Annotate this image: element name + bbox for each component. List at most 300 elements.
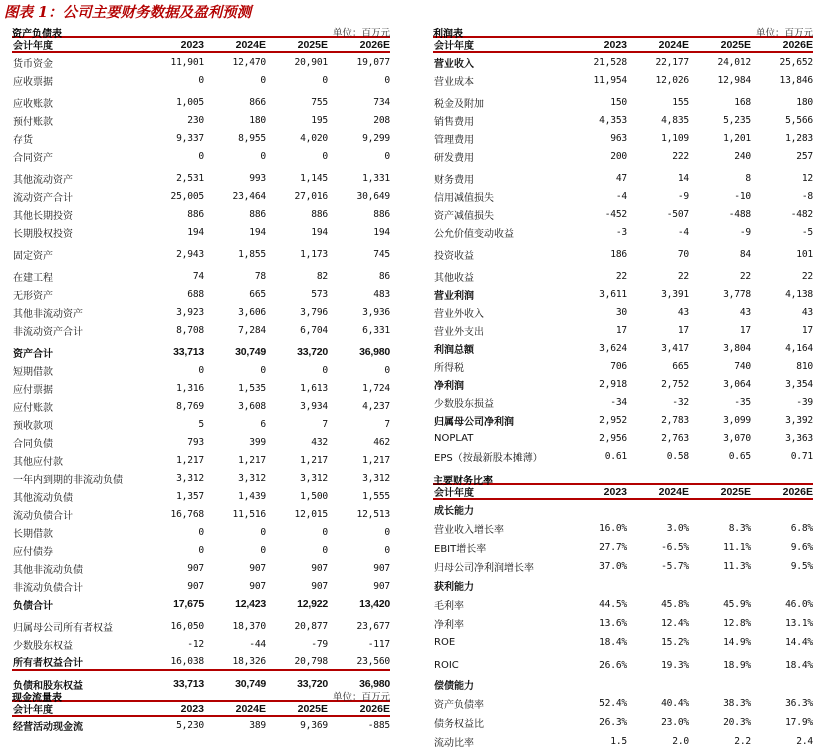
- balance-sheet-cell: 36,980: [359, 678, 390, 690]
- income-statement-cell: 22,177: [655, 56, 689, 68]
- balance-sheet-cell: 33,713: [173, 678, 204, 690]
- income-statement-header: [433, 24, 813, 38]
- balance-sheet-row: [12, 343, 390, 361]
- balance-sheet-row: [12, 487, 390, 505]
- cash-flow-cell: -885: [367, 720, 390, 731]
- income-statement-cell: 2,918: [599, 378, 627, 390]
- balance-sheet-cell: 1,005: [176, 96, 204, 108]
- balance-sheet-row: [12, 285, 390, 303]
- ratios-cell: 45.8%: [661, 599, 689, 610]
- balance-sheet-row-label: 应付债券: [13, 546, 53, 558]
- balance-sheet-row-label: 负债合计: [13, 600, 53, 612]
- balance-sheet-cell: 0: [322, 150, 328, 162]
- ratios-cell: 26.6%: [599, 660, 627, 671]
- balance-sheet-cell: 1,535: [238, 382, 266, 394]
- income-statement-cell: 30: [615, 306, 627, 318]
- balance-sheet-cell: 30,749: [235, 678, 266, 690]
- ratios-header-label: 会计年度: [434, 488, 474, 499]
- balance-sheet-cell: 33,720: [297, 678, 328, 690]
- balance-sheet-row-label: 预付账款: [13, 116, 53, 128]
- balance-sheet-cell: 0: [260, 150, 266, 162]
- balance-sheet-column-header: [12, 38, 390, 53]
- income-statement-cell: 257: [796, 150, 813, 162]
- ratios-row-label: 毛利率: [434, 601, 464, 612]
- balance-sheet-row-label: 资产合计: [13, 348, 53, 360]
- balance-sheet-row-label: 存货: [13, 134, 33, 146]
- balance-sheet-row-label: 其他应付款: [13, 456, 63, 468]
- balance-sheet-cell: 0: [260, 74, 266, 86]
- ratios-column-header: [433, 485, 813, 500]
- balance-sheet-cell: 78: [254, 270, 266, 282]
- balance-sheet-cell: 1,555: [362, 490, 390, 502]
- ratios-row: [433, 656, 813, 675]
- balance-sheet-cell: 907: [373, 562, 390, 574]
- income-statement-cell: 0.71: [790, 450, 813, 462]
- balance-sheet-cell: 1,500: [300, 490, 328, 502]
- balance-sheet-row-label: 长期股权投资: [13, 228, 73, 240]
- balance-sheet-cell: 16,768: [170, 508, 204, 520]
- income-statement-cell: 3,778: [723, 288, 751, 300]
- balance-sheet-cell: 12,513: [356, 508, 390, 520]
- balance-sheet-cell: 194: [187, 226, 204, 238]
- ratios-cell: 18.4%: [785, 660, 813, 671]
- balance-sheet-cell: 194: [373, 226, 390, 238]
- income-statement-cell: 4,835: [661, 114, 689, 126]
- income-statement-cell: 740: [734, 360, 751, 372]
- balance-sheet-cell: 886: [311, 208, 328, 220]
- ratios-cell: 26.3%: [599, 717, 627, 728]
- balance-sheet-row: [12, 111, 390, 129]
- balance-sheet-cell: 9,299: [362, 132, 390, 144]
- balance-sheet-row: [12, 267, 390, 285]
- ratios-cell: 13.6%: [599, 618, 627, 629]
- ratios-row-label: EBIT增长率: [434, 544, 487, 555]
- ratios-row: [433, 633, 813, 652]
- balance-sheet-cell: 11,516: [232, 508, 266, 520]
- balance-sheet-cell: 8,955: [238, 132, 266, 144]
- income-statement-cell: 3,611: [599, 288, 627, 300]
- ratios-cell: 44.5%: [599, 599, 627, 610]
- income-statement-title: 利润表: [433, 29, 463, 40]
- ratios-panel: [433, 471, 813, 751]
- income-statement-year-2026E: 2026E: [782, 38, 813, 51]
- income-statement-cell: 963: [610, 132, 627, 144]
- balance-sheet-cell: 886: [373, 208, 390, 220]
- income-statement-row: [433, 429, 813, 447]
- balance-sheet-cell: -117: [367, 638, 390, 650]
- balance-sheet-cell: 74: [192, 270, 204, 282]
- income-statement-cell: -9: [739, 226, 751, 238]
- income-statement-row-label: 其他收益: [434, 272, 474, 284]
- income-statement-row: [433, 93, 813, 111]
- ratios-row: [433, 519, 813, 538]
- cash-flow-year-2026E: 2026E: [359, 702, 390, 715]
- balance-sheet-cell: 0: [384, 74, 390, 86]
- balance-sheet-row-label: 负债和股东权益: [13, 680, 83, 692]
- ratios-cell: 9.6%: [790, 542, 813, 553]
- cash-flow-year-2024E: 2024E: [235, 702, 266, 715]
- ratios-cell: 9.5%: [790, 561, 813, 572]
- balance-sheet-row: [12, 433, 390, 451]
- cash-flow-cell: 389: [249, 720, 266, 731]
- income-statement-cell: 22: [739, 270, 751, 282]
- income-statement-cell: 4,164: [785, 342, 813, 354]
- income-statement-cell: -34: [610, 396, 627, 408]
- balance-sheet-row-label: 长期借款: [13, 528, 53, 540]
- cash-flow-row-label: 经营活动现金流: [13, 722, 83, 733]
- cash-flow-cell: 5,230: [176, 720, 204, 731]
- income-statement-cell: -452: [604, 208, 627, 220]
- ratios-row-label: 获利能力: [434, 582, 474, 593]
- income-statement-cell: -10: [734, 190, 751, 202]
- income-statement-row: [433, 321, 813, 339]
- ratios-cell: 46.0%: [785, 599, 813, 610]
- balance-sheet-cell: 993: [249, 172, 266, 184]
- balance-sheet-header-label: 会计年度: [13, 41, 53, 52]
- ratios-cell: 14.9%: [723, 637, 751, 648]
- balance-sheet-row: [12, 93, 390, 111]
- income-statement-row: [433, 187, 813, 205]
- ratios-row-label: ROIC: [434, 660, 459, 671]
- income-statement-cell: 17: [801, 324, 813, 336]
- income-statement-cell: 4,353: [599, 114, 627, 126]
- balance-sheet-cell: 20,877: [294, 620, 328, 632]
- balance-sheet-cell: 36,980: [359, 346, 390, 358]
- income-statement-row-label: 净利润: [434, 380, 464, 392]
- income-statement-row-label: 营业利润: [434, 290, 474, 302]
- ratios-cell: 36.3%: [785, 698, 813, 709]
- balance-sheet-cell: 18,326: [232, 655, 266, 667]
- ratios-section-heading: [433, 500, 813, 519]
- income-statement-row-label: 营业外收入: [434, 308, 484, 320]
- income-statement-cell: -488: [728, 208, 751, 220]
- income-statement-row: [433, 205, 813, 223]
- balance-sheet-cell: 1,724: [362, 382, 390, 394]
- balance-sheet-row: [12, 71, 390, 89]
- balance-sheet-cell: 3,923: [176, 306, 204, 318]
- balance-sheet-cell: 0: [198, 364, 204, 376]
- income-statement-cell: 21,528: [593, 56, 627, 68]
- income-statement-cell: 12,984: [717, 74, 751, 86]
- balance-sheet-row: [12, 205, 390, 223]
- income-statement-cell: -507: [666, 208, 689, 220]
- balance-sheet-cell: 1,439: [238, 490, 266, 502]
- balance-sheet-row: [12, 451, 390, 469]
- ratios-cell: 8.3%: [728, 523, 751, 534]
- ratios-cell: 18.4%: [599, 637, 627, 648]
- balance-sheet-cell: 5: [198, 418, 204, 430]
- balance-sheet-cell: 208: [373, 114, 390, 126]
- balance-sheet-cell: 907: [311, 562, 328, 574]
- ratios-row: [433, 595, 813, 614]
- balance-sheet-cell: 907: [373, 580, 390, 592]
- income-statement-row: [433, 303, 813, 321]
- balance-sheet-cell: 27,016: [294, 190, 328, 202]
- balance-sheet-cell: 194: [249, 226, 266, 238]
- balance-sheet-cell: 8,769: [176, 400, 204, 412]
- balance-sheet-cell: 1,316: [176, 382, 204, 394]
- income-statement-cell: 3,624: [599, 342, 627, 354]
- balance-sheet-row-label: 在建工程: [13, 272, 53, 284]
- income-statement-cell: 14: [677, 172, 689, 184]
- balance-sheet-cell: 907: [249, 580, 266, 592]
- balance-sheet-cell: 483: [373, 288, 390, 300]
- ratios-cell: 2.2: [734, 736, 751, 747]
- ratios-row-label: 资产负债率: [434, 700, 484, 711]
- income-statement-row: [433, 147, 813, 165]
- ratios-cell: 6.8%: [790, 523, 813, 534]
- income-statement-cell: 43: [739, 306, 751, 318]
- income-statement-row: [433, 245, 813, 263]
- balance-sheet-cell: 195: [311, 114, 328, 126]
- income-statement-cell: 43: [801, 306, 813, 318]
- balance-sheet-cell: 886: [187, 208, 204, 220]
- income-statement-row-label: 利润总额: [434, 344, 474, 356]
- ratios-row-label: 营业收入增长率: [434, 525, 504, 536]
- balance-sheet-row: [12, 129, 390, 147]
- income-statement-cell: 3,391: [661, 288, 689, 300]
- balance-sheet-cell: 3,936: [362, 306, 390, 318]
- balance-sheet-cell: 1,173: [300, 248, 328, 260]
- cash-flow-year-2025E: 2025E: [297, 702, 328, 715]
- balance-sheet-cell: 1,217: [362, 454, 390, 466]
- balance-sheet-row-label: 应收票据: [13, 76, 53, 88]
- cash-flow-header-label: 会计年度: [13, 705, 53, 716]
- balance-sheet-cell: 0: [198, 526, 204, 538]
- balance-sheet-cell: 12,922: [297, 598, 328, 610]
- balance-sheet-cell: 11,901: [170, 56, 204, 68]
- income-statement-cell: 240: [734, 150, 751, 162]
- balance-sheet-cell: 793: [187, 436, 204, 448]
- balance-sheet-cell: 12,470: [232, 56, 266, 68]
- cash-flow-panel: [12, 688, 390, 734]
- balance-sheet-row-label: 预收款项: [13, 420, 53, 432]
- balance-sheet-cell: 0: [198, 150, 204, 162]
- income-statement-cell: -35: [734, 396, 751, 408]
- balance-sheet-cell: 33,720: [297, 346, 328, 358]
- income-statement-cell: -39: [796, 396, 813, 408]
- balance-sheet-row: [12, 541, 390, 559]
- income-statement-cell: 5,235: [723, 114, 751, 126]
- balance-sheet-cell: 3,934: [300, 400, 328, 412]
- balance-sheet-unit: 单位：百万元: [332, 28, 390, 39]
- balance-sheet-row: [12, 469, 390, 487]
- income-statement-row: [433, 267, 813, 285]
- balance-sheet-row-label: 应收账款: [13, 98, 53, 110]
- income-statement-cell: 0.65: [728, 450, 751, 462]
- balance-sheet-cell: 86: [378, 270, 390, 282]
- income-statement-row-label: 财务费用: [434, 174, 474, 186]
- income-statement-cell: 1,283: [785, 132, 813, 144]
- balance-sheet-year-2024E: 2024E: [235, 38, 266, 51]
- balance-sheet-row-label: 少数股东权益: [13, 640, 73, 652]
- figure-title: 图表 1：公司主要财务数据及盈利预测: [4, 4, 252, 21]
- income-statement-cell: 17: [739, 324, 751, 336]
- ratios-cell: 2.4: [796, 736, 813, 747]
- balance-sheet-cell: 0: [384, 544, 390, 556]
- income-statement-row: [433, 447, 813, 465]
- ratios-cell: 37.0%: [599, 561, 627, 572]
- balance-sheet-row: [12, 595, 390, 613]
- income-statement-row: [433, 169, 813, 187]
- balance-sheet-cell: 1,613: [300, 382, 328, 394]
- balance-sheet-cell: 6,704: [300, 324, 328, 336]
- balance-sheet-year-2023: 2023: [180, 38, 204, 51]
- income-statement-cell: -4: [615, 190, 627, 202]
- balance-sheet-row-label: 流动资产合计: [13, 192, 73, 204]
- balance-sheet-cell: 3,796: [300, 306, 328, 318]
- balance-sheet-cell: 3,606: [238, 306, 266, 318]
- balance-sheet-cell: 0: [322, 364, 328, 376]
- balance-sheet-cell: 25,005: [170, 190, 204, 202]
- ratios-section-heading: [433, 675, 813, 694]
- balance-sheet-cell: 1,357: [176, 490, 204, 502]
- balance-sheet-cell: 2,531: [176, 172, 204, 184]
- income-statement-cell: 3,417: [661, 342, 689, 354]
- income-statement-row: [433, 71, 813, 89]
- balance-sheet-cell: 19,077: [356, 56, 390, 68]
- income-statement-cell: -32: [672, 396, 689, 408]
- balance-sheet-row: [12, 617, 390, 635]
- ratios-section-heading: [433, 576, 813, 595]
- balance-sheet-cell: 6,331: [362, 324, 390, 336]
- income-statement-cell: 222: [672, 150, 689, 162]
- ratios-year-2023: 2023: [603, 485, 627, 498]
- balance-sheet-cell: 7: [322, 418, 328, 430]
- income-statement-panel: [433, 24, 813, 465]
- income-statement-cell: 3,804: [723, 342, 751, 354]
- balance-sheet-cell: 3,608: [238, 400, 266, 412]
- income-statement-cell: 200: [610, 150, 627, 162]
- ratios-year-2025E: 2025E: [720, 485, 751, 498]
- balance-sheet-row: [12, 559, 390, 577]
- balance-sheet-cell: 0: [384, 364, 390, 376]
- balance-sheet-cell: 230: [187, 114, 204, 126]
- balance-sheet-cell: 573: [311, 288, 328, 300]
- balance-sheet-cell: 866: [249, 96, 266, 108]
- balance-sheet-cell: 0: [384, 526, 390, 538]
- ratios-cell: 16.0%: [599, 523, 627, 534]
- income-statement-unit: 单位：百万元: [755, 28, 813, 39]
- balance-sheet-row-label: 非流动负债合计: [13, 582, 83, 594]
- income-statement-cell: 24,012: [717, 56, 751, 68]
- ratios-cell: 3.0%: [666, 523, 689, 534]
- ratios-row: [433, 614, 813, 633]
- balance-sheet-cell: 23,677: [356, 620, 390, 632]
- balance-sheet-cell: 1,331: [362, 172, 390, 184]
- ratios-row-label: 净利率: [434, 620, 464, 631]
- ratios-cell: 52.4%: [599, 698, 627, 709]
- ratios-year-2026E: 2026E: [782, 485, 813, 498]
- balance-sheet-cell: 20,901: [294, 56, 328, 68]
- balance-sheet-cell: 6: [260, 418, 266, 430]
- ratios-year-2024E: 2024E: [658, 485, 689, 498]
- balance-sheet-cell: 907: [311, 580, 328, 592]
- balance-sheet-cell: 0: [198, 544, 204, 556]
- balance-sheet-cell: -44: [249, 638, 266, 650]
- income-statement-row-label: 销售费用: [434, 116, 474, 128]
- ratios-row: [433, 713, 813, 732]
- balance-sheet-cell: 1,145: [300, 172, 328, 184]
- income-statement-cell: 2,763: [661, 432, 689, 444]
- ratios-cell: 27.7%: [599, 542, 627, 553]
- income-statement-cell: 3,070: [723, 432, 751, 444]
- balance-sheet-cell: 3,312: [300, 472, 328, 484]
- balance-sheet-cell: 432: [311, 436, 328, 448]
- ratios-cell: 38.3%: [723, 698, 751, 709]
- balance-sheet-cell: 399: [249, 436, 266, 448]
- balance-sheet-row-label: 无形资产: [13, 290, 53, 302]
- income-statement-cell: -3: [615, 226, 627, 238]
- balance-sheet-cell: 1,855: [238, 248, 266, 260]
- income-statement-year-2025E: 2025E: [720, 38, 751, 51]
- balance-sheet-cell: 907: [187, 562, 204, 574]
- balance-sheet-cell: 13,420: [359, 598, 390, 610]
- balance-sheet-cell: 33,713: [173, 346, 204, 358]
- income-statement-cell: 25,652: [779, 56, 813, 68]
- balance-sheet-row-label: 流动负债合计: [13, 510, 73, 522]
- income-statement-cell: -4: [677, 226, 689, 238]
- balance-sheet-row: [12, 147, 390, 165]
- balance-sheet-cell: 0: [384, 150, 390, 162]
- balance-sheet-cell: 23,560: [356, 655, 390, 667]
- balance-sheet-cell: 886: [249, 208, 266, 220]
- balance-sheet-row: [12, 653, 390, 671]
- income-statement-year-2024E: 2024E: [658, 38, 689, 51]
- income-statement-row-label: EPS（按最新股本摊薄）: [434, 452, 543, 464]
- income-statement-cell: 12,026: [655, 74, 689, 86]
- income-statement-cell: 8: [745, 172, 751, 184]
- balance-sheet-cell: 907: [187, 580, 204, 592]
- ratios-row: [433, 694, 813, 713]
- cash-flow-row: [12, 717, 390, 734]
- balance-sheet-cell: 7: [384, 418, 390, 430]
- income-statement-row-label: NOPLAT: [434, 432, 474, 444]
- income-statement-cell: 17: [677, 324, 689, 336]
- balance-sheet-cell: 18,370: [232, 620, 266, 632]
- income-statement-row: [433, 53, 813, 71]
- balance-sheet-row: [12, 187, 390, 205]
- income-statement-cell: 2,956: [599, 432, 627, 444]
- income-statement-cell: -8: [801, 190, 813, 202]
- ratios-header: [433, 471, 813, 485]
- ratios-cell: 23.0%: [661, 717, 689, 728]
- balance-sheet-row-label: 归属母公司所有者权益: [13, 622, 113, 634]
- balance-sheet-cell: 4,020: [300, 132, 328, 144]
- income-statement-cell: 3,363: [785, 432, 813, 444]
- balance-sheet-cell: 688: [187, 288, 204, 300]
- income-statement-row: [433, 357, 813, 375]
- ratios-title: 主要财务比率: [433, 476, 493, 487]
- income-statement-column-header: [433, 38, 813, 53]
- income-statement-cell: 12: [801, 172, 813, 184]
- balance-sheet-cell: 1,217: [176, 454, 204, 466]
- ratios-cell: 45.9%: [723, 599, 751, 610]
- income-statement-cell: 0.61: [604, 450, 627, 462]
- balance-sheet-row: [12, 505, 390, 523]
- income-statement-cell: 22: [615, 270, 627, 282]
- income-statement-row-label: 营业收入: [434, 58, 474, 70]
- income-statement-row-label: 少数股东损益: [434, 398, 494, 410]
- balance-sheet-cell: 16,038: [170, 655, 204, 667]
- income-statement-row-label: 信用减值损失: [434, 192, 494, 204]
- ratios-row: [433, 557, 813, 576]
- income-statement-cell: -482: [790, 208, 813, 220]
- income-statement-row: [433, 339, 813, 357]
- balance-sheet-cell: 8,708: [176, 324, 204, 336]
- ratios-cell: 1.5: [610, 736, 627, 747]
- income-statement-cell: 1,109: [661, 132, 689, 144]
